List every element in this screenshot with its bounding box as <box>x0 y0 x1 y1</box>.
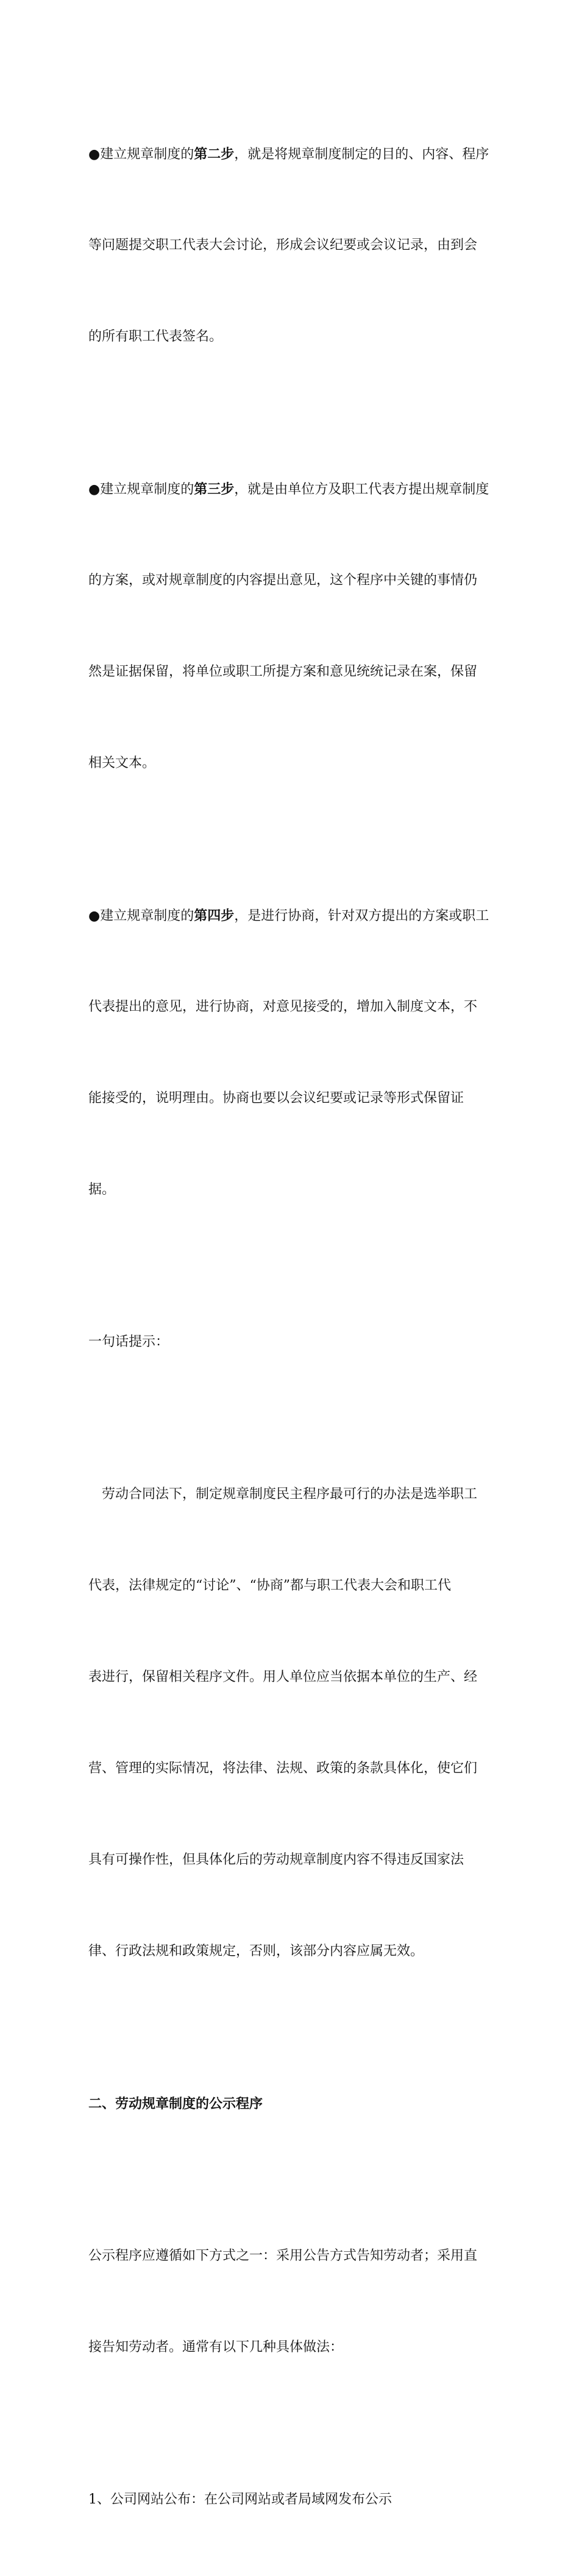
tip-paragraph <box>88 1418 494 2028</box>
step4-prefix: 建立规章制度的 <box>100 908 194 924</box>
step3-line-3: 然是证据保留，将单位或职工所提方案和意见统统记录在案，保留 <box>88 664 478 679</box>
step3-paragraph <box>88 413 494 840</box>
step2-line-3: 的所有职工代表签名。 <box>88 329 223 344</box>
step3-line1-rest: ，就是由单位方及职工代表方提出规章制度 <box>234 482 489 497</box>
section2-intro-line-1: 公示程序应遵循如下方式之一：采用公告方式告知劳动者；采用直 <box>88 2248 478 2263</box>
step4-line-2: 代表提出的意见，进行协商，对意见接受的，增加入制度文本，不 <box>88 999 478 1014</box>
section2-heading-paragraph <box>88 2028 494 2180</box>
step4-line-4: 据。 <box>88 1182 116 1197</box>
step3-line-2: 的方案，或对规章制度的内容提出意见，这个程序中关键的事情仍 <box>88 573 478 588</box>
tip-line-1: 劳动合同法下，制定规章制度民主程序最可行的办法是选举职工 <box>102 1487 478 1502</box>
step3-line-4: 相关文本。 <box>88 755 156 771</box>
step2-line-1 <box>88 139 494 169</box>
bullet: ● <box>88 147 101 162</box>
step2-bold: 第二步 <box>194 146 235 162</box>
document-body <box>88 78 494 2576</box>
step3-bold: 第三步 <box>194 481 235 497</box>
tip-label: 一句话提示： <box>88 1334 169 1350</box>
step4-line1-rest: ，是进行协商，针对双方提出的方案或职工 <box>234 908 489 924</box>
tip-line-4: 营、管理的实际情况，将法律、法规、政策的条款具体化，使它们 <box>88 1761 478 1776</box>
item1-paragraph <box>88 2424 494 2576</box>
step2-line1-rest: ，就是将规章制度制定的目的、内容、程序 <box>234 147 489 162</box>
step4-paragraph <box>88 840 494 1266</box>
step4-line-3: 能接受的，说明理由。协商也要以会议纪要或记录等形式保留证 <box>88 1091 464 1106</box>
section2-intro-paragraph <box>88 2180 494 2424</box>
tip-line-3: 表进行，保留相关程序文件。用人单位应当依据本单位的生产、经 <box>88 1669 478 1685</box>
bullet: ● <box>88 482 101 497</box>
bullet: ● <box>88 908 101 924</box>
tip-label-paragraph <box>88 1266 494 1418</box>
step3-prefix: 建立规章制度的 <box>100 482 194 497</box>
section2-heading: 二、劳动规章制度的公示程序 <box>88 2096 263 2112</box>
step3-line-1 <box>88 474 494 504</box>
step2-prefix: 建立规章制度的 <box>100 147 194 162</box>
tip-line-6: 律、行政法规和政策规定，否则，该部分内容应属无效。 <box>88 1944 424 1959</box>
step2-line-2: 等问题提交职工代表大会讨论，形成会议纪要或会议记录，由到会 <box>88 238 478 253</box>
step2-paragraph <box>88 78 494 413</box>
item1: 1、公司网站公布：在公司网站或者局域网发布公示 <box>88 2492 392 2507</box>
section2-intro-line-2: 接告知劳动者。通常有以下几种具体做法： <box>88 2340 344 2355</box>
step4-line-1 <box>88 901 494 931</box>
tip-line-5: 具有可操作性，但具体化后的劳动规章制度内容不得违反国家法 <box>88 1852 464 1867</box>
step4-bold: 第四步 <box>194 908 235 924</box>
tip-line-2: 代表，法律规定的“讨论”、“协商”都与职工代表大会和职工代 <box>88 1578 451 1593</box>
